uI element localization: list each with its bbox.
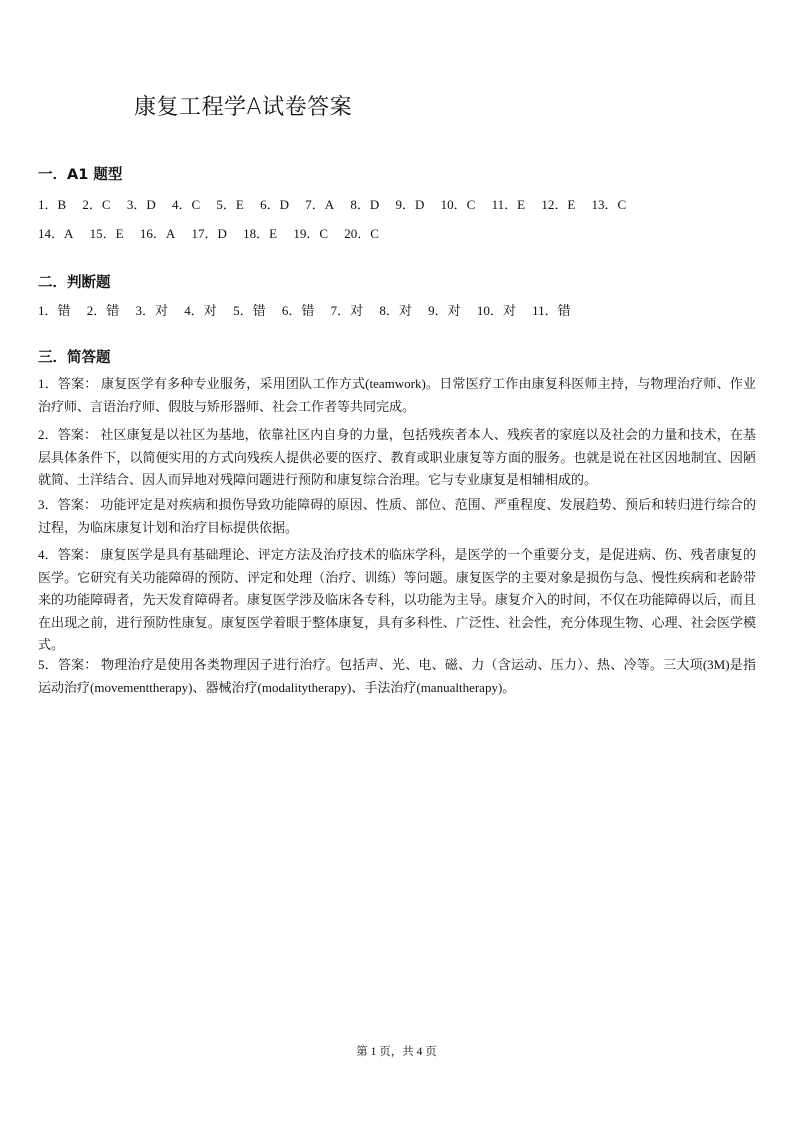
a1-answers-row-1 xyxy=(38,194,639,213)
answer-item: 19．C xyxy=(293,226,328,241)
answer-item: 9．D xyxy=(395,197,425,212)
answer-item: 15．E xyxy=(89,226,124,241)
short-answer-4: 4．答案： 康复医学是具有基础理论、评定方法及治疗技术的临床学科，是医学的一个重要分支，是促进病、伤、残者康复的医学。它研究有关功能障碍的预防、评定和处理（治疗、训练）等问题。康复医学的主要对象是损伤与急、慢性疾病和老龄带来的功能障碍者，先天发育障碍者。康复医学涉及临床各专科，以功能为主导。康复介入的时间，不仅在功能障碍以后，而且在出现之前，进行预防性康复。康复医学着眼于整体康复，具有多科性、广泛性、社会性，充分体现生物、心理、社会医学模式。 xyxy=(38,547,756,652)
answer-item: 8．D xyxy=(350,197,380,212)
answer-item: 12．E xyxy=(541,197,576,212)
answer-item: 5．E xyxy=(216,197,244,212)
title-part-2: A xyxy=(246,95,263,120)
answer-item: 2．错 xyxy=(86,303,120,318)
answer-item: 1．错 xyxy=(38,303,71,318)
answer-item: 6．D xyxy=(260,197,289,212)
answer-item: 18．E xyxy=(243,226,278,241)
section-heading-true-false: 二．判断题 xyxy=(38,275,111,291)
answer-item: 9．对 xyxy=(428,303,461,318)
short-answer-2: 2．答案： 社区康复是以社区为基地，依靠社区内自身的力量，包括残疾者本人、残疾者的家庭以及社会的力量和技术，在基层具体条件下，以简便实用的方式向残疾人提供必要的医疗、教育或职业康复等方面的服务。也就是说在社区因地制宜、因陋就简、土洋结合、因人而异地对残障问题进行预防和康复综合治理。它与专业康复是相辅相成的。 xyxy=(38,427,756,487)
answer-item: 16．A xyxy=(139,226,176,241)
short-answer-3: 3．答案： 功能评定是对疾病和损伤导致功能障碍的原因、性质、部位、范围、严重程度、发展趋势、预后和转归进行综合的过程，为临床康复计划和治疗目标提供依据。 xyxy=(38,497,756,535)
answer-item: 13．C xyxy=(591,197,627,212)
answer-item: 8．对 xyxy=(379,303,412,318)
title-part-3: 试卷答案 xyxy=(262,95,353,120)
short-answer-1: 1．答案： 康复医学有多种专业服务，采用团队工作方式(teamwork)。日常医疗工作由康复科医师主持，与物理治疗师、作业治疗师、言语治疗师、假肢与矫形器师、社会工作者等共同完成。 xyxy=(38,376,756,414)
answer-item: 17．D xyxy=(191,226,227,241)
answer-item: 10．C xyxy=(440,197,476,212)
answer-item: 11．E xyxy=(491,197,526,212)
answer-item: 3．对 xyxy=(135,303,169,318)
answer-item: 2．C xyxy=(82,197,111,212)
answer-item: 10．对 xyxy=(476,303,516,318)
answer-item: 7．对 xyxy=(330,303,364,318)
answer-item: 14．A xyxy=(38,226,74,241)
answer-item: 1．B xyxy=(38,197,67,212)
true-false-answers-row xyxy=(38,300,584,319)
answer-item: 4．对 xyxy=(184,303,217,318)
page-number-footer: 第 1 页，共 4 页 xyxy=(356,1046,437,1058)
document-title xyxy=(134,90,352,121)
answer-item: 7．A xyxy=(305,197,335,212)
answer-item: 20．C xyxy=(344,226,379,241)
title-part-1: 康复工程学 xyxy=(134,95,247,120)
short-answer-5: 5．答案： 物理治疗是使用各类物理因子进行治疗。包括声、光、电、磁、力（含运动、压力）、热、冷等。三大项(3M)是指运动治疗(movementtherapy)、器械治疗(modalitytherapy)、手法治疗(manualtherapy)。 xyxy=(38,657,756,695)
answer-item: 3．D xyxy=(126,197,156,212)
section-heading-short-answer: 三．简答题 xyxy=(38,350,111,366)
answer-item: 6．错 xyxy=(281,303,315,318)
answer-item: 11．错 xyxy=(532,303,571,318)
section-heading-a1: 一．A1 题型 xyxy=(38,167,123,183)
a1-answers-row-2 xyxy=(38,223,392,242)
answer-item: 4．C xyxy=(171,197,201,212)
answer-item: 5．错 xyxy=(233,303,266,318)
